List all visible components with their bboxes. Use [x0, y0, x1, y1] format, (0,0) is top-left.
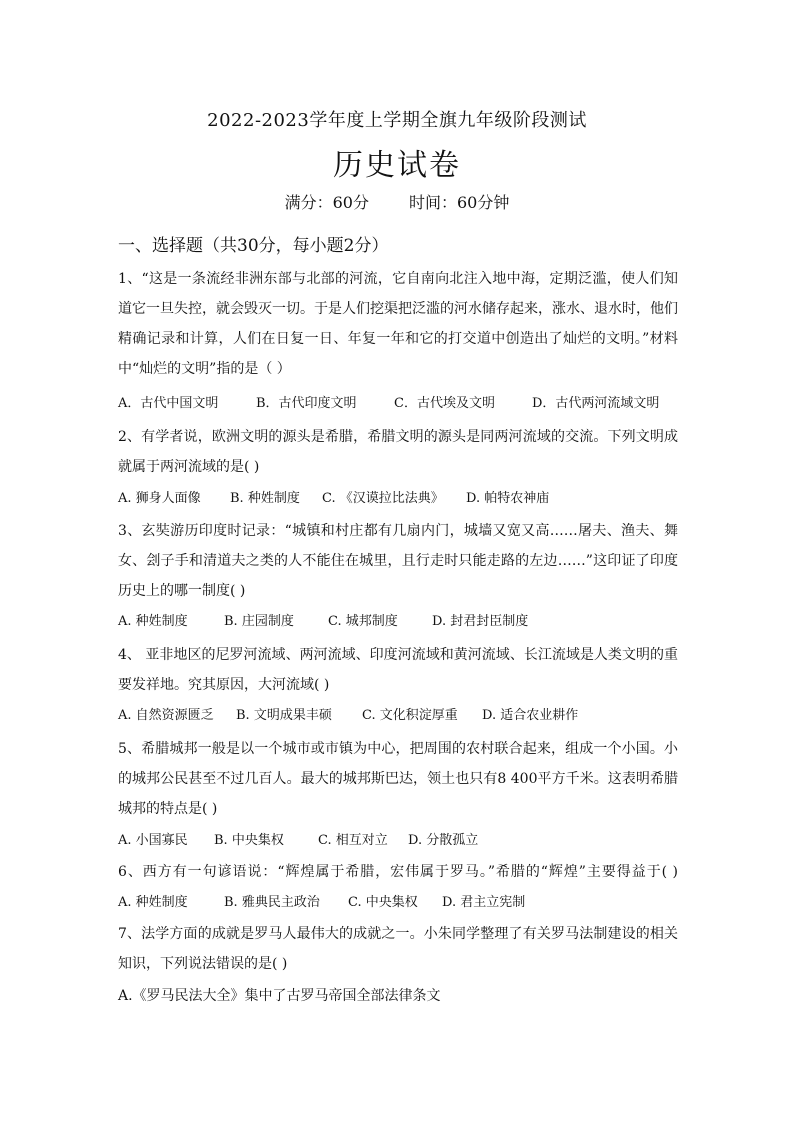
- q6-options: [118, 896, 525, 909]
- q2-options: [118, 492, 549, 505]
- q2-option-d: D. 帕特农神庙: [466, 491, 550, 506]
- q6-option-a: A. 种姓制度: [118, 895, 188, 910]
- q7-line-1: 7、法学方面的成就是罗马人最伟大的成就之一。小朱同学整理了有关罗马法制建设的相关: [118, 926, 678, 942]
- subject-title: 历史试卷: [333, 148, 461, 183]
- q1-line-3: 精确记录和计算，人们在日复一日、年复一年和它的打交道中创造出了灿烂的文明。”材料: [118, 331, 678, 347]
- exam-title: 2022-2023学年度上学期全旗九年级阶段测试: [207, 110, 587, 131]
- score-time-line: [0, 190, 794, 213]
- q5-options: [118, 834, 478, 847]
- q1-line-2: 道它一旦失控，就会毁灭一切。于是人们挖渠把泛滥的河水储存起来，涨水、退水时，他们: [118, 301, 678, 317]
- q3-option-c: C. 城邦制度: [328, 614, 398, 629]
- q3-option-b: B. 庄园制度: [224, 614, 294, 629]
- q1-options: [118, 397, 659, 410]
- section-heading: 一、选择题（共30分，每小题2分）: [118, 236, 389, 256]
- q3-line-1: 3、玄奘游历印度时记录：“城镇和村庄都有几扇内门，城墙又宽又高……屠夫、渔夫、舞: [118, 523, 678, 539]
- q6-option-b: B. 雅典民主政治: [224, 895, 320, 910]
- q3-option-a: A. 种姓制度: [118, 614, 188, 629]
- q2-line-1: 2、有学者说，欧洲文明的源头是希腊，希腊文明的源头是同两河流域的交流。下列文明成: [118, 429, 678, 445]
- q1-line-4: 中“灿烂的文明”指的是（ ）: [118, 361, 291, 377]
- q7-option-a: A.《罗马民法大全》集中了古罗马帝国全部法律条文: [118, 988, 441, 1004]
- q2-option-b: B. 种姓制度: [230, 491, 300, 506]
- q7-line-2: 知识，下列说法错误的是( ): [118, 956, 288, 972]
- full-score: 满分：60分: [284, 193, 369, 212]
- q2-option-c: C. 《汉谟拉比法典》: [322, 491, 444, 506]
- q3-line-3: 历史上的哪一制度( ): [118, 583, 246, 599]
- q1-line-1: 1、“这是一条流经非洲东部与北部的河流，它自南向北注入地中海，定期泛滥，使人们知: [118, 271, 678, 287]
- exam-time: 时间：60分钟: [409, 193, 510, 212]
- q3-options: [118, 615, 528, 628]
- q6-option-d: D. 君主立宪制: [442, 895, 526, 910]
- q1-option-c: C．古代埃及文明: [394, 396, 495, 411]
- q6-option-c: C. 中央集权: [348, 895, 418, 910]
- q1-option-d: D．古代两河流域文明: [532, 396, 660, 411]
- q5-line-3: 城邦的特点是( ): [118, 801, 218, 817]
- q4-option-d: D. 适合农业耕作: [482, 708, 579, 723]
- q5-option-c: C. 相互对立: [318, 833, 388, 848]
- q4-option-b: B. 文明成果丰硕: [236, 708, 332, 723]
- q5-option-a: A. 小国寡民: [118, 833, 188, 848]
- q3-option-d: D. 封君封臣制度: [432, 614, 529, 629]
- q4-line-2: 要发祥地。究其原因，大河流域( ): [118, 677, 330, 693]
- q2-line-2: 就属于两河流域的是( ): [118, 459, 260, 475]
- q5-line-2: 的城邦公民甚至不过几百人。最大的城邦斯巴达，领土也只有8 400平方千米。这表明希腊: [118, 771, 678, 787]
- q1-option-a: A．古代中国文明: [118, 396, 219, 411]
- q3-line-2: 女、刽子手和清道夫之类的人不能住在城里，且行走时只能走路的左边……”这印证了印度: [118, 553, 678, 569]
- q4-line-1: 4、 亚非地区的尼罗河流域、两河流域、印度河流域和黄河流域、长江流域是人类文明的重: [118, 647, 678, 663]
- q4-options: [118, 709, 578, 722]
- q4-option-c: C. 文化积淀厚重: [362, 708, 458, 723]
- q1-option-b: B．古代印度文明: [256, 396, 357, 411]
- q5-line-1: 5、希腊城邦一般是以一个城市或市镇为中心，把周围的农村联合起来，组成一个小国。小: [118, 741, 678, 757]
- q5-option-b: B. 中央集权: [214, 833, 284, 848]
- q6-line-1: 6、西方有一句谚语说：“辉煌属于希腊，宏伟属于罗马。”希腊的“辉煌”主要得益于( ): [118, 864, 678, 880]
- q4-option-a: A. 自然资源匮乏: [118, 708, 214, 723]
- q2-option-a: A. 狮身人面像: [118, 491, 201, 506]
- q5-option-d: D. 分散孤立: [408, 833, 479, 848]
